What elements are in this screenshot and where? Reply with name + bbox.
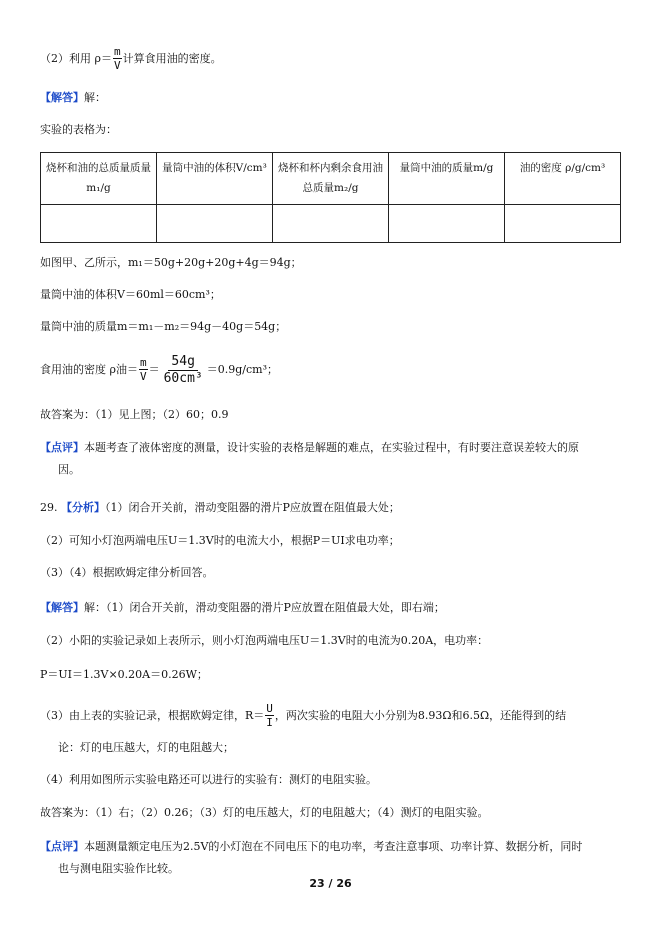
table-header-row	[41, 153, 621, 205]
q29-analysis-line-1	[40, 501, 400, 515]
text: 本题考查了液体密度的测量，设计实验的表格是解题的难点，在实验过程中，有时要注意误差较大的原	[84, 441, 579, 454]
review-tag: 【点评】	[40, 840, 84, 853]
text: 解：（1）闭合开关前，滑动变阻器的滑片P应放置在阻值最大处，即右端；	[84, 601, 445, 614]
numerator: m	[113, 45, 121, 58]
answer2-line-7: 故答案为：（1）右；（2）0.26；（3）灯的电压越大，灯的电阻越大；（4）测灯的电阻实验。	[40, 806, 489, 819]
numerator: m	[139, 356, 147, 369]
answer2-line-4	[40, 698, 566, 734]
review-line-2: 因。	[58, 463, 80, 476]
answer2-line-6: （4）利用如图所示实验电路还可以进行的实验有：测灯的电阻实验。	[40, 773, 377, 786]
answer-summary: 故答案为：（1）见上图；（2）60；0.9	[40, 408, 229, 421]
review-tag: 【点评】	[40, 441, 84, 454]
answer2-line-2: （2）小阳的实验记录如上表所示，则小灯泡两端电压U＝1.3V时的电流为0.20A，电功率：	[40, 634, 489, 647]
numerator: 54g	[168, 354, 197, 371]
q29-analysis-line-2: （2）可知小灯泡两端电压U＝1.3V时的电流大小，根据P＝UI求电功率；	[40, 534, 400, 547]
review2-line-1	[40, 840, 582, 854]
numerator: U	[266, 702, 273, 715]
density-formula-line	[40, 352, 278, 388]
text: 本题测量额定电压为2.5V的小灯泡在不同电压下的电功率，考查注意事项、功率计算、数据分析，同时	[84, 840, 583, 853]
fraction-m-over-v	[139, 357, 148, 383]
review-line-1	[40, 441, 579, 455]
table-cell	[273, 205, 389, 243]
fraction-m-over-v	[113, 46, 122, 72]
table-intro: 实验的表格为：	[40, 123, 117, 136]
table-header-cell: 烧杯和油的总质量质量m₁/g	[41, 153, 157, 205]
text: 解：	[84, 91, 106, 104]
calc-line-2: 量筒中油的体积V＝60ml＝60cm³；	[40, 288, 221, 301]
fraction-54g-over-60cm3	[161, 354, 206, 387]
table-empty-row	[41, 205, 621, 243]
table-cell	[157, 205, 273, 243]
denominator: I	[266, 716, 273, 729]
answer-tag: 【解答】	[40, 91, 84, 104]
text: （3）由上表的实验记录，根据欧姆定律，R＝	[40, 709, 265, 722]
answer2-line-5: 论：灯的电压越大，灯的电阻越大；	[58, 741, 234, 754]
table-header-cell: 量筒中油的质量m/g	[389, 153, 505, 205]
calc-line-1: 如图甲、乙所示，m₁＝50g+20g+20g+4g＝94g；	[40, 256, 302, 269]
answer2-line-1	[40, 601, 445, 615]
text: 计算食用油的密度。	[122, 52, 222, 65]
table-header-cell: 量筒中油的体积V/cm³	[157, 153, 273, 205]
answer-heading	[40, 91, 106, 105]
denominator: V	[113, 59, 121, 72]
experiment-table	[40, 152, 621, 243]
question-number: 29.	[40, 501, 58, 514]
denominator: V	[139, 370, 147, 383]
text: （1）闭合开关前，滑动变阻器的滑片P应放置在阻值最大处；	[105, 501, 400, 514]
table-cell	[505, 205, 621, 243]
answer2-line-3: P＝UI＝1.3V×0.20A＝0.26W；	[40, 668, 208, 681]
text: ＝	[148, 363, 160, 376]
table-header-cell: 油的密度 ρ/g/cm³	[505, 153, 621, 205]
answer-tag: 【解答】	[40, 601, 84, 614]
q29-analysis-line-3: （3）（4）根据欧姆定律分析回答。	[40, 566, 214, 579]
table-header-cell: 烧杯和杯内剩余食用油总质量m₂/g	[273, 153, 389, 205]
text: ，两次实验的电阻大小分别为8.93Ω和6.5Ω，还能得到的结	[274, 709, 567, 722]
review2-line-2: 也与测电阻实验作比较。	[58, 862, 179, 875]
text: ＝0.9g/cm³；	[206, 363, 278, 376]
fraction-u-over-i	[265, 703, 274, 729]
text: 食用油的密度 ρ油＝	[40, 363, 138, 376]
analysis-tag: 【分析】	[61, 501, 105, 514]
denominator: 60cm³	[163, 370, 203, 386]
page-number: 23 / 26	[309, 877, 352, 890]
calc-line-3: 量筒中油的质量m＝m₁－m₂＝94g－40g＝54g；	[40, 320, 287, 333]
formula-line	[40, 46, 222, 72]
text: （2）利用 ρ＝	[40, 52, 112, 65]
table-cell	[41, 205, 157, 243]
table-cell	[389, 205, 505, 243]
